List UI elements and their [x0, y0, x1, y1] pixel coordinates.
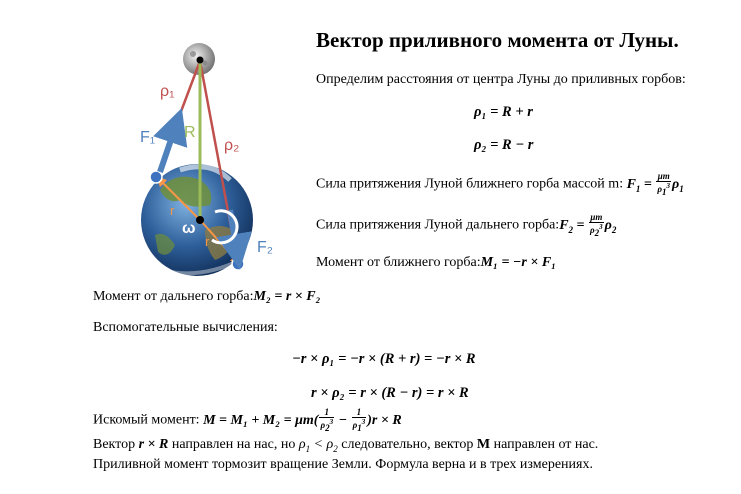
- result-text: Искомый момент:: [93, 412, 204, 428]
- far-bulge: [232, 258, 244, 270]
- moment2-formula: M₂ = r × F₂: [253, 289, 321, 304]
- result-formula: M = M₁ + M₂ = μm( $\frac{1}{\rho_2^3}$ − $\frac{1}{\rho_1^3}$ )r × R: [203, 407, 402, 433]
- label-omega: ω: [182, 220, 196, 237]
- moment2-text: Момент от дальнего горба:: [93, 289, 254, 304]
- force1-text: Сила притяжения Луной ближнего горба массой m:: [316, 176, 627, 192]
- moment1-text: Момент от ближнего горба:: [316, 255, 481, 270]
- tidal-diagram: [120, 30, 300, 280]
- conclusion-line-2: Приливной момент тормозит вращение Земли. Формула верна и в трех измерениях.: [93, 457, 593, 472]
- calc-line-2: r × ρ₂ = r × (R − r) = r × R: [311, 385, 469, 401]
- label-rho1: ρ₁: [160, 83, 175, 100]
- F1-arrow: [160, 125, 176, 172]
- page-title: Вектор приливного момента от Луны.: [316, 28, 679, 52]
- moment1-formula: M₁ = −r × F₁: [480, 255, 557, 270]
- near-bulge: [150, 171, 162, 183]
- aux-text: Вспомогательные вычисления:: [93, 320, 278, 335]
- eq-rho1: ρ₁ = R + r: [474, 104, 533, 120]
- force2-line: [316, 213, 616, 238]
- result-line: [93, 408, 402, 433]
- conclusion-line-1: Вектор r × R направлен на нас, но $\rho_1 < \rho_2$ следовательно, вектор M направлен от нас.: [93, 437, 599, 454]
- label-r-far: r: [205, 234, 210, 249]
- label-r-near: r: [170, 203, 175, 218]
- earth-center: [196, 216, 204, 224]
- label-rho2: ρ₂: [224, 137, 240, 154]
- moment2-line: [93, 289, 320, 305]
- intro-text: Определим расстояния от центра Луны до приливных горбов:: [316, 72, 686, 87]
- eq-rho2: ρ₂ = R − r: [474, 137, 534, 153]
- label-F2: F₂: [257, 239, 273, 256]
- force1-formula: $F_1$ = $\frac{\mu m}{\rho_1^3}$ $\rho_1$: [626, 171, 684, 197]
- calc-line-1: −r × ρ₁ = −r × (R + r) = −r × R: [292, 351, 476, 367]
- label-F1: F₁: [140, 129, 156, 146]
- force1-line: [316, 172, 684, 197]
- force2-formula: $F_2$ = $\frac{\mu m}{\rho_2^3}$ $\rho_2$: [559, 212, 617, 238]
- label-R: R: [184, 124, 196, 141]
- moon-center: [197, 57, 204, 64]
- moment1-line: [316, 255, 556, 271]
- force2-text: Сила притяжения Луной дальнего горба:: [316, 217, 560, 233]
